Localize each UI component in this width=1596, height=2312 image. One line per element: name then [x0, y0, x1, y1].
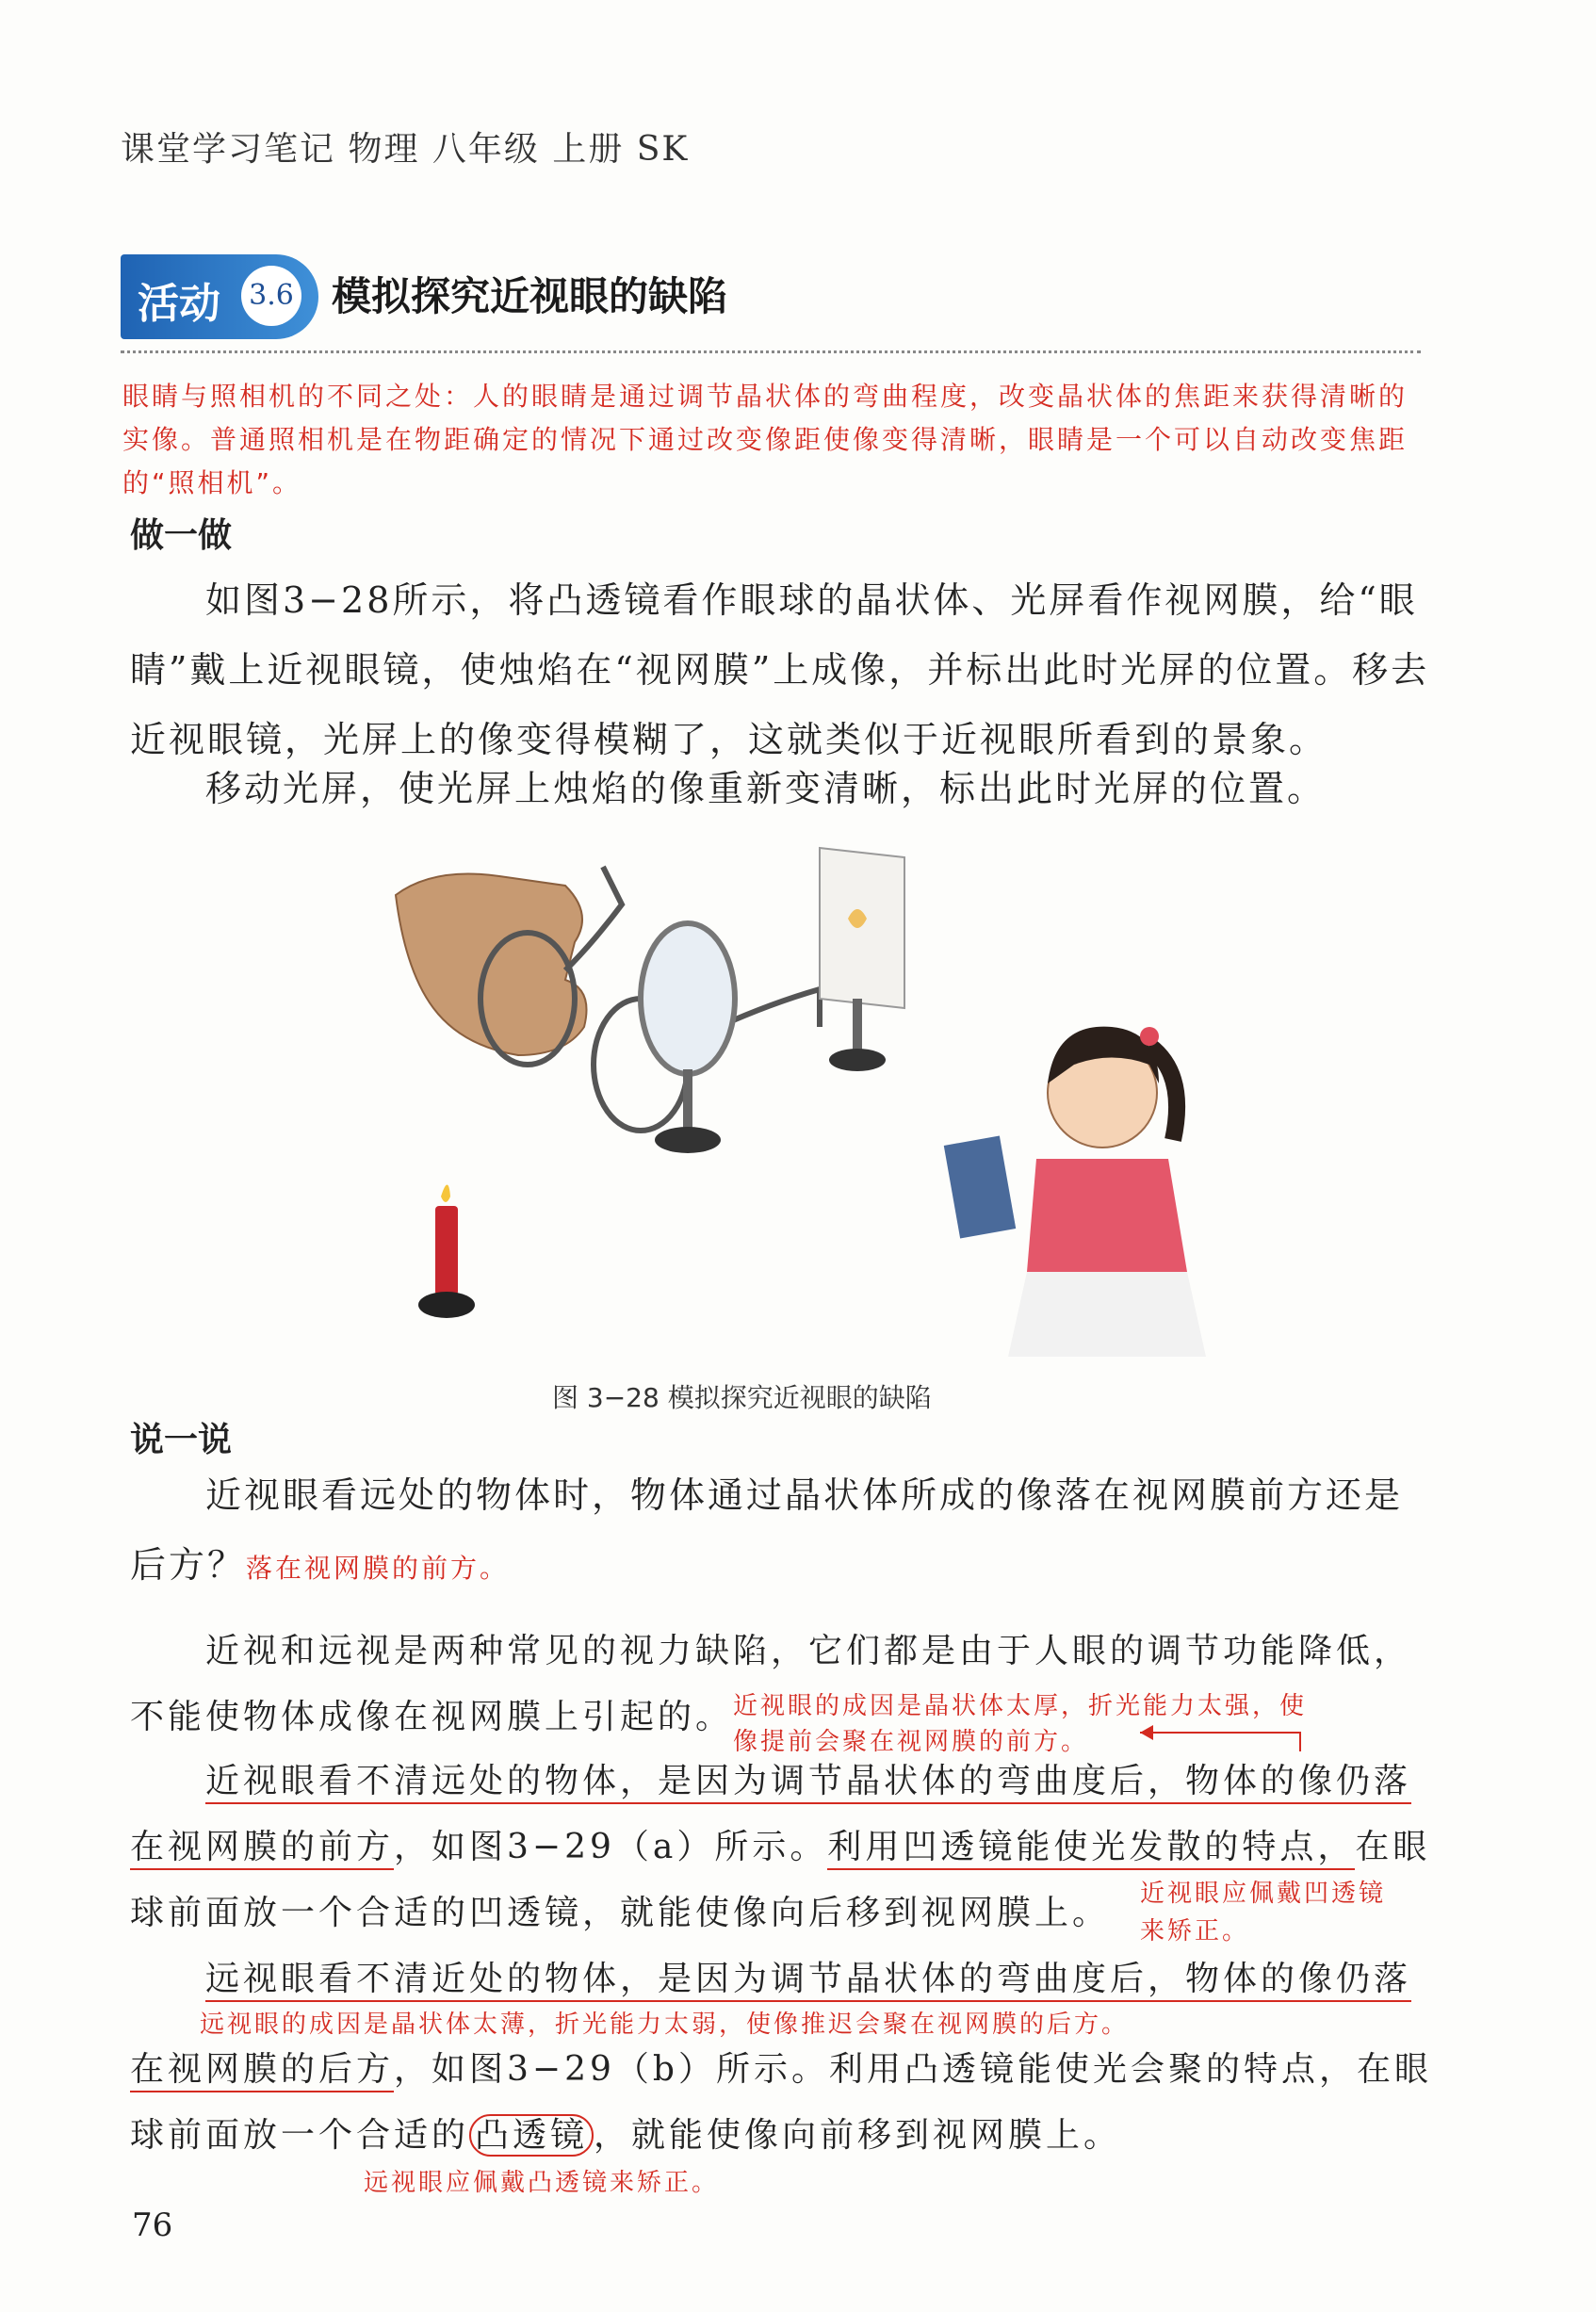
do-paragraph-2: 移动光屏，使光屏上烛焰的像重新变清晰，标出此时光屏的位置。 [205, 768, 1327, 809]
candle-illustration [418, 1185, 475, 1319]
badge-label: 活动 [138, 280, 220, 328]
body-paragraph-3-line1 [205, 1946, 1430, 2012]
say-question [130, 1460, 1430, 1604]
body-p3-a: 远视眼看不清近处的物体，是因为调节晶状体的弯曲度后，物体的像仍落 [205, 1960, 1411, 2002]
body-p3-b1: 在视网膜的后方 [130, 2050, 394, 2092]
note-myopia-fix-line2: 来矫正。 [1140, 1917, 1250, 1946]
note-hyperopia-cause: 远视眼的成因是晶状体太薄，折光能力太弱，使像推迟会聚在视网膜的后方。 [200, 2011, 1130, 2039]
body-p3-c3: ，就能使像向前移到视网膜上。 [594, 2116, 1122, 2155]
note-myopia-cause-line2: 像提前会聚在视网膜的前方。 [733, 1728, 1089, 1756]
body-paragraph-2-line1 [205, 1749, 1430, 1815]
note-myopia-fix-line1: 近视眼应佩戴凹透镜 [1140, 1880, 1387, 1908]
body-p3-b2: ，如图3−29（b）所示。利用凸透镜能使光会聚的特点，在眼 [394, 2050, 1432, 2089]
activity-badge [121, 254, 318, 339]
say-answer: 落在视网膜的前方。 [246, 1553, 510, 1584]
body-paragraph-2-line3: 球前面放一个合适的凹透镜，就能使像向后移到视网膜上。 [130, 1894, 1111, 1932]
body-paragraph-2-line2 [130, 1815, 1449, 1881]
handwritten-note-top: 眼睛与照相机的不同之处：人的眼睛是通过调节晶状体的弯曲程度，改变晶状体的焦距来获得清晰的实像。普通照相机是在物距确定的情况下通过改变像距使像变得清晰，眼睛是一个可以自动改变焦距的“照相机”。 [122, 381, 1409, 498]
say-question-text: 近视眼看远处的物体时，物体通过晶状体所成的像落在视网膜前方还是后方？ [130, 1474, 1404, 1586]
body-p3-c1: 球前面放一个合适的 [130, 2116, 470, 2155]
badge-number: 3.6 [241, 266, 301, 326]
page-number: 76 [132, 2206, 173, 2244]
activity-title: 模拟探究近视眼的缺陷 [332, 273, 728, 319]
do-paragraph-1: 如图3−28所示，将凸透镜看作眼球的晶状体、光屏看作视网膜，给“眼睛”戴上近视眼镜，使烛焰在“视网膜”上成像，并标出此时光屏的位置。移去近视眼镜，光屏上的像变得模糊了，这就类似于近视眼所看到的景象。 [130, 579, 1430, 760]
body-p2-b4: 在眼 [1355, 1828, 1431, 1866]
convex-lens-illustration [641, 923, 735, 1153]
body-p2-a: 近视眼看不清远处的物体，是因为调节晶状体的弯曲度后，物体的像仍落 [205, 1762, 1411, 1804]
body-paragraph-3-line3 [130, 2103, 1449, 2169]
heading-do: 做一做 [130, 516, 233, 555]
dotted-divider [121, 350, 1421, 353]
body-paragraph-1: 近视和远视是两种常见的视力缺陷，它们都是由于人眼的调节功能降低，不能使物体成像在视网膜上引起的。 [130, 1632, 1412, 1736]
running-header: 课堂学习笔记 物理 八年级 上册 SK [121, 130, 690, 169]
body-p2-b2: ，如图3−29（a）所示。 [394, 1828, 828, 1866]
figure-3-28-illustration [377, 829, 1432, 1357]
light-screen-illustration [820, 848, 904, 1071]
heading-say: 说一说 [130, 1421, 233, 1459]
figure-caption: 图 3−28 模拟探究近视眼的缺陷 [552, 1382, 932, 1413]
hand-illustration [396, 874, 587, 1056]
body-p2-b1: 在视网膜的前方 [130, 1828, 394, 1870]
body-p2-b3: 利用凹透镜能使光发散的特点， [827, 1828, 1355, 1870]
note-hyperopia-fix: 远视眼应佩戴凸透镜来矫正。 [364, 2169, 720, 2197]
girl-illustration [944, 1027, 1206, 1357]
note-myopia-cause-line1: 近视眼的成因是晶状体太厚，折光能力太强，使 [733, 1692, 1308, 1720]
note-myopia-fix [1140, 1875, 1386, 1950]
body-p3-c2-circled: 凸透镜 [469, 2114, 594, 2157]
body-paragraph-3-line2 [130, 2037, 1449, 2103]
